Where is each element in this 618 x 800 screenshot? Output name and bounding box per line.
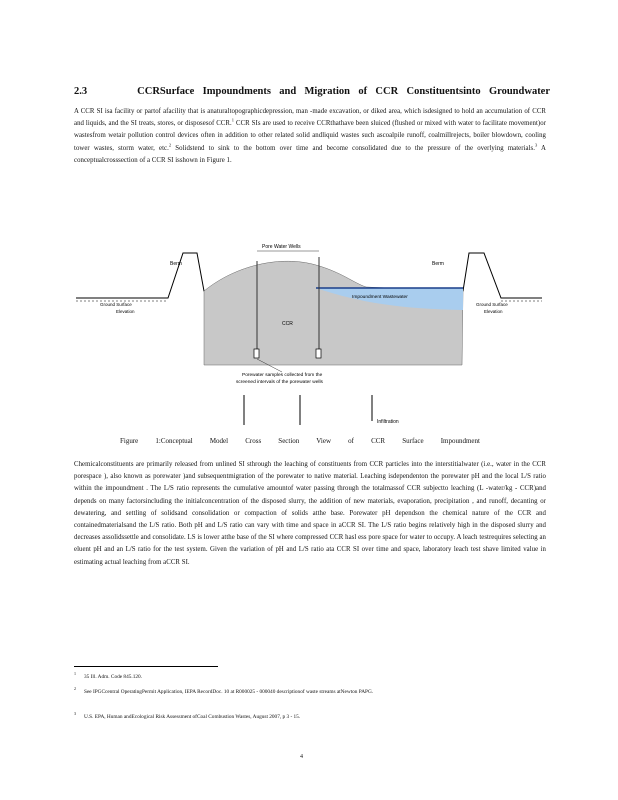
footnote-ref-2[interactable]: 2 bbox=[168, 142, 172, 148]
section-heading bbox=[74, 86, 550, 97]
paragraph-leaching: Chemicalconstituents are primarily released from unlined SI sthrough the leaching of constituents from CCR particles into the interstitialwater (i.e., water in the CCR porespace ), also known as porewater )and subsequentmigration of the porewater to native material. Leaching isdependenton the porewater pH and the local L/S ratio within the impoundment . The L/S ratio represents the cumulative amountof water passing through the totalmassof CCR subjectto leaching (L -water/kg - CCR)and depends on many factorsincluding the initialconcentration of the disposed slurry, the addition of new materials, evaporation, precipitation , and runoff, decanting or dewatering, and settling of solidsand consolidation or compaction of solids atthe base. Porewater pH dependson the chemical nature of the CCR and containedmaterialsand the L/S ratio. Both pH and L/S ratio can vary with time and space in aCCR SI. The L/S ratio begins relatively high in the disposed slurry and decreases assolidssettle and consolidate. LS is lower atthe base of the SI where compressed CCR hasl ess pore space for water to occupy. A leach testrequires selecting an eluent pH and an L/S ratio for the test system. Given the variation of pH and L/S ratio ata CCR SI over time and space, laboratory leach test shave limited value in estimating actual leaching from aCCR SI. bbox=[74, 461, 546, 566]
label-porewater-samples-1: Porewater samples collected from the bbox=[242, 373, 323, 378]
paragraph-intro: A CCR SI isa facility or partof afacility that is anaturaltopographicdepression, man -made excavation, or diked area, which isdesigned to hold an accumulation of CCR and liquids, and the SI treats, stores, or disposesof CCR.$^1$ CCR SIs are used to receive CCRthathave been sluiced (flushed or mixed with water to facilitate movement)or wastesfrom wetair pollution control devices often in addition to other related solid andliquid wastes such ascoalpile runoff, coalmillrejects, boiler blowdown, cooling tower wastes, storm water, etc.$^2$ Solidstend to sink to the bottom over time and become consolidated due to the pressure of the overlying materials.$^3$ A conceptualcrosssection of a CCR SI isshown in Figure 1. bbox=[74, 108, 547, 164]
label-infiltration: Infiltration bbox=[377, 419, 399, 425]
label-berm-left: Berm bbox=[170, 261, 182, 267]
footnote-ref-1[interactable]: 1 bbox=[231, 117, 235, 123]
label-impoundment-wastewater: Impoundment Wastewater bbox=[352, 295, 408, 300]
ccr-fill bbox=[204, 261, 463, 365]
label-pore-water-wells: Pore Water Wells bbox=[262, 244, 301, 250]
footnote-ref-3[interactable]: 3 bbox=[534, 142, 538, 148]
page-number: 4 bbox=[300, 754, 303, 760]
footnote-divider bbox=[74, 666, 218, 667]
well-screen-left bbox=[254, 349, 259, 358]
label-ground-surface-right-1: Ground Surface bbox=[476, 302, 508, 307]
label-porewater-samples-2: screened intervals of the porewater wells bbox=[236, 380, 323, 385]
figure-caption: Figure 1:Conceptual Model Cross Section View of CCR Surface Impoundment bbox=[120, 437, 480, 445]
label-ground-surface-left-1: Ground Surface bbox=[100, 302, 132, 307]
label-berm-right: Berm bbox=[432, 261, 444, 267]
footnote-2: $^2$See IPGCcentral OperatingPermit Application, IEPA RecordDoc. 10 at R000025 - 000040 descriptionof waste streams atNewton PAPG. bbox=[74, 686, 374, 695]
cross-section-figure bbox=[76, 235, 542, 440]
well-screen-right bbox=[316, 349, 321, 358]
section-title: CCRSurface Impoundments and Migration of CCR Constituentsinto Groundwater bbox=[137, 86, 551, 97]
footnote-1: $^1$35 Ill. Adm. Code 845.120. bbox=[74, 671, 142, 680]
footnote-3: $^3$U.S. EPA, Human andEcological Risk Assessment ofCoal Combustion Wastes, August 2007, p 3 - 15. bbox=[74, 711, 301, 720]
label-ground-surface-right-2: Elevation bbox=[484, 309, 503, 314]
label-ground-surface-left-2: Elevation bbox=[116, 309, 135, 314]
section-number: 2.3 bbox=[74, 86, 88, 97]
label-ccr: CCR bbox=[282, 321, 293, 327]
